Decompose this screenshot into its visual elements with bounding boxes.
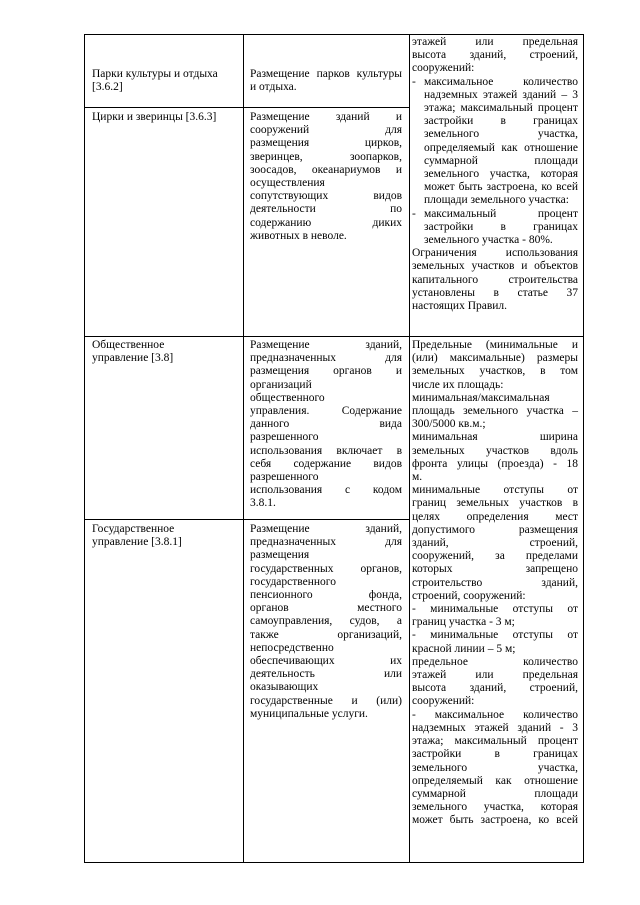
params-bottom: [412, 339, 578, 828]
desc-line: разрешенного: [250, 431, 319, 444]
param-line: площади земельного участка:: [424, 194, 569, 207]
desc-line: государственного: [250, 575, 336, 588]
param-line: может быть застроена, ко всей: [424, 181, 578, 194]
desc-line: осуществления: [250, 177, 325, 190]
desc-line: Размещение зданий,: [250, 523, 402, 535]
param-line: Предельные (минимальные и: [412, 339, 578, 351]
param-line: м.: [412, 471, 423, 484]
desc-line: государственных органов,: [250, 562, 402, 575]
desc-line: сооружений для: [250, 124, 402, 137]
desc-line: сопутствующих видов: [250, 190, 402, 203]
desc-line: оказывающих: [250, 681, 319, 694]
param-line: минимальная/максимальная: [412, 391, 550, 404]
param-line: определяемый как отношение: [424, 141, 578, 154]
param-line: земельных участков вдоль: [412, 444, 578, 457]
param-line: этажа; максимальный процент: [424, 102, 578, 115]
desc-line: деятельности по: [250, 203, 402, 216]
use-desc-public-admin: [250, 339, 402, 511]
use-name-parks: Парки культуры и отдыха [3.6.2]: [92, 68, 218, 94]
desc-line: Размещение зданий и: [250, 111, 402, 123]
use-desc-state-admin: [250, 523, 402, 721]
table-border-right: [583, 34, 584, 863]
desc-line: непосредственно: [250, 641, 334, 654]
desc-line: 3.8.1.: [250, 497, 276, 510]
use-name-public-admin: Общественное управление [3.8]: [92, 339, 174, 365]
param-line: надземных этажей зданий - 3: [412, 721, 578, 734]
max-coverage-item: [412, 208, 578, 248]
table-border-bottom: [84, 862, 584, 863]
param-line: земельного участка,: [424, 128, 578, 141]
param-line: капитального строительства: [412, 273, 578, 286]
desc-line: разрешенного: [250, 471, 319, 484]
desc-line: государственные и (или): [250, 694, 402, 707]
param-line: суммарной площади: [412, 787, 578, 800]
row-divider-3: [84, 519, 409, 520]
max-floors-item: [412, 76, 578, 208]
desc-line: данного вида: [250, 418, 402, 431]
row-divider-1: [84, 107, 409, 108]
desc-line: организаций: [250, 378, 312, 391]
desc-line: самоуправления, судов, а: [250, 615, 402, 628]
desc-line: использования с кодом: [250, 484, 402, 497]
param-line: Ограничения использования: [412, 247, 578, 260]
table-border-top: [84, 34, 584, 35]
param-line: площадь земельного участка –: [412, 405, 578, 418]
use-desc-circuses: [250, 111, 402, 243]
use-name-circuses: Цирки и зверинцы [3.6.3]: [92, 111, 217, 123]
param-line: надземных этажей зданий – 3: [424, 88, 578, 101]
param-line: которых запрещено: [412, 563, 578, 576]
param-line: застройки в границах: [424, 115, 578, 128]
param-line: строительство зданий,: [412, 576, 578, 589]
desc-line: использования включает в: [250, 444, 402, 457]
desc-line: общественного: [250, 391, 325, 404]
param-line: застройки в границах: [424, 220, 578, 233]
param-line: земельного участка - 80%.: [424, 234, 553, 247]
param-line: допустимого размещения: [412, 523, 578, 536]
desc-line: зверинцев, зоопарков,: [250, 150, 402, 163]
param-line: определяемый как отношение: [412, 774, 578, 787]
param-line: сооружений:: [412, 695, 475, 708]
desc-line: пенсионного фонда,: [250, 589, 402, 602]
param-line: - минимальные отступы от: [412, 603, 578, 616]
param-line: этажа; максимальный процент: [412, 735, 578, 748]
column-divider-2: [409, 34, 410, 863]
desc-line: размещения органов и: [250, 365, 402, 378]
desc-line: муниципальные услуги.: [250, 707, 368, 720]
param-line: этажей или предельная: [412, 36, 578, 48]
desc-line: зоосадов, океанариумов и: [250, 163, 402, 176]
desc-line: себя содержание видов: [250, 457, 402, 470]
params-top: [412, 36, 578, 313]
param-line: зданий, строений,: [412, 537, 578, 550]
param-line: - максимальный процент: [424, 207, 578, 220]
param-line: - максимальное количество: [412, 708, 578, 721]
param-line: минимальные отступы от: [412, 484, 578, 497]
param-line: 300/5000 кв.м.;: [412, 418, 486, 431]
param-line: фронта улицы (проезда) - 18: [412, 457, 578, 470]
desc-line: управления. Содержание: [250, 405, 402, 418]
param-line: установлены в статье 37: [412, 286, 578, 299]
use-name-state-admin: Государственное управление [3.8.1]: [92, 523, 182, 549]
param-line: красной линии – 5 м;: [412, 642, 516, 655]
param-line: - максимальное количество: [424, 75, 578, 88]
param-line: сооружений:: [412, 62, 475, 75]
param-line: сооружений, за пределами: [412, 550, 578, 563]
param-line: высота зданий, строений,: [412, 682, 578, 695]
param-line: земельных участков, в том: [412, 365, 578, 378]
param-line: этажей или предельная: [412, 669, 578, 682]
param-line: строений, сооружений:: [412, 589, 526, 602]
param-line: настоящих Правил.: [412, 300, 508, 313]
param-line: минимальная ширина: [412, 431, 578, 444]
param-line: земельного участка, которая: [412, 801, 578, 814]
param-line: застройки в границах: [412, 748, 578, 761]
param-line: границ земельных участков в: [412, 497, 578, 510]
param-line: земельного участка,: [412, 761, 578, 774]
param-line: целях определения мест: [412, 510, 578, 523]
column-divider-1: [243, 34, 244, 863]
desc-line: животных в неволе.: [250, 229, 347, 242]
desc-line: предназначенных для: [250, 352, 402, 365]
param-line: (или) максимальные) размеры: [412, 352, 578, 365]
desc-line: Размещение зданий,: [250, 339, 402, 351]
use-desc-parks: Размещение парков культуры и отдыха.: [250, 68, 402, 94]
param-line: земельных участков и объектов: [412, 260, 578, 273]
param-line: числе их площадь:: [412, 378, 504, 391]
desc-line: размещения цирков,: [250, 137, 402, 150]
param-line: суммарной площади: [424, 154, 578, 167]
param-line: земельного участка, которая: [424, 168, 578, 181]
row-divider-2: [84, 336, 584, 337]
desc-line: обеспечивающих их: [250, 655, 402, 668]
desc-line: размещения: [250, 549, 310, 562]
desc-line: органов местного: [250, 602, 402, 615]
param-line: - минимальные отступы от: [412, 629, 578, 642]
desc-line: предназначенных для: [250, 536, 402, 549]
param-line: высота зданий, строений,: [412, 49, 578, 62]
param-line: может быть застроена, ко всей: [412, 814, 578, 827]
desc-line: деятельность или: [250, 668, 402, 681]
table-border-left: [84, 34, 85, 863]
zoning-table: [84, 34, 584, 863]
desc-line: содержанию диких: [250, 216, 402, 229]
param-line: предельное количество: [412, 655, 578, 668]
param-line: границ участка - 3 м;: [412, 616, 515, 629]
desc-line: также организаций,: [250, 628, 402, 641]
